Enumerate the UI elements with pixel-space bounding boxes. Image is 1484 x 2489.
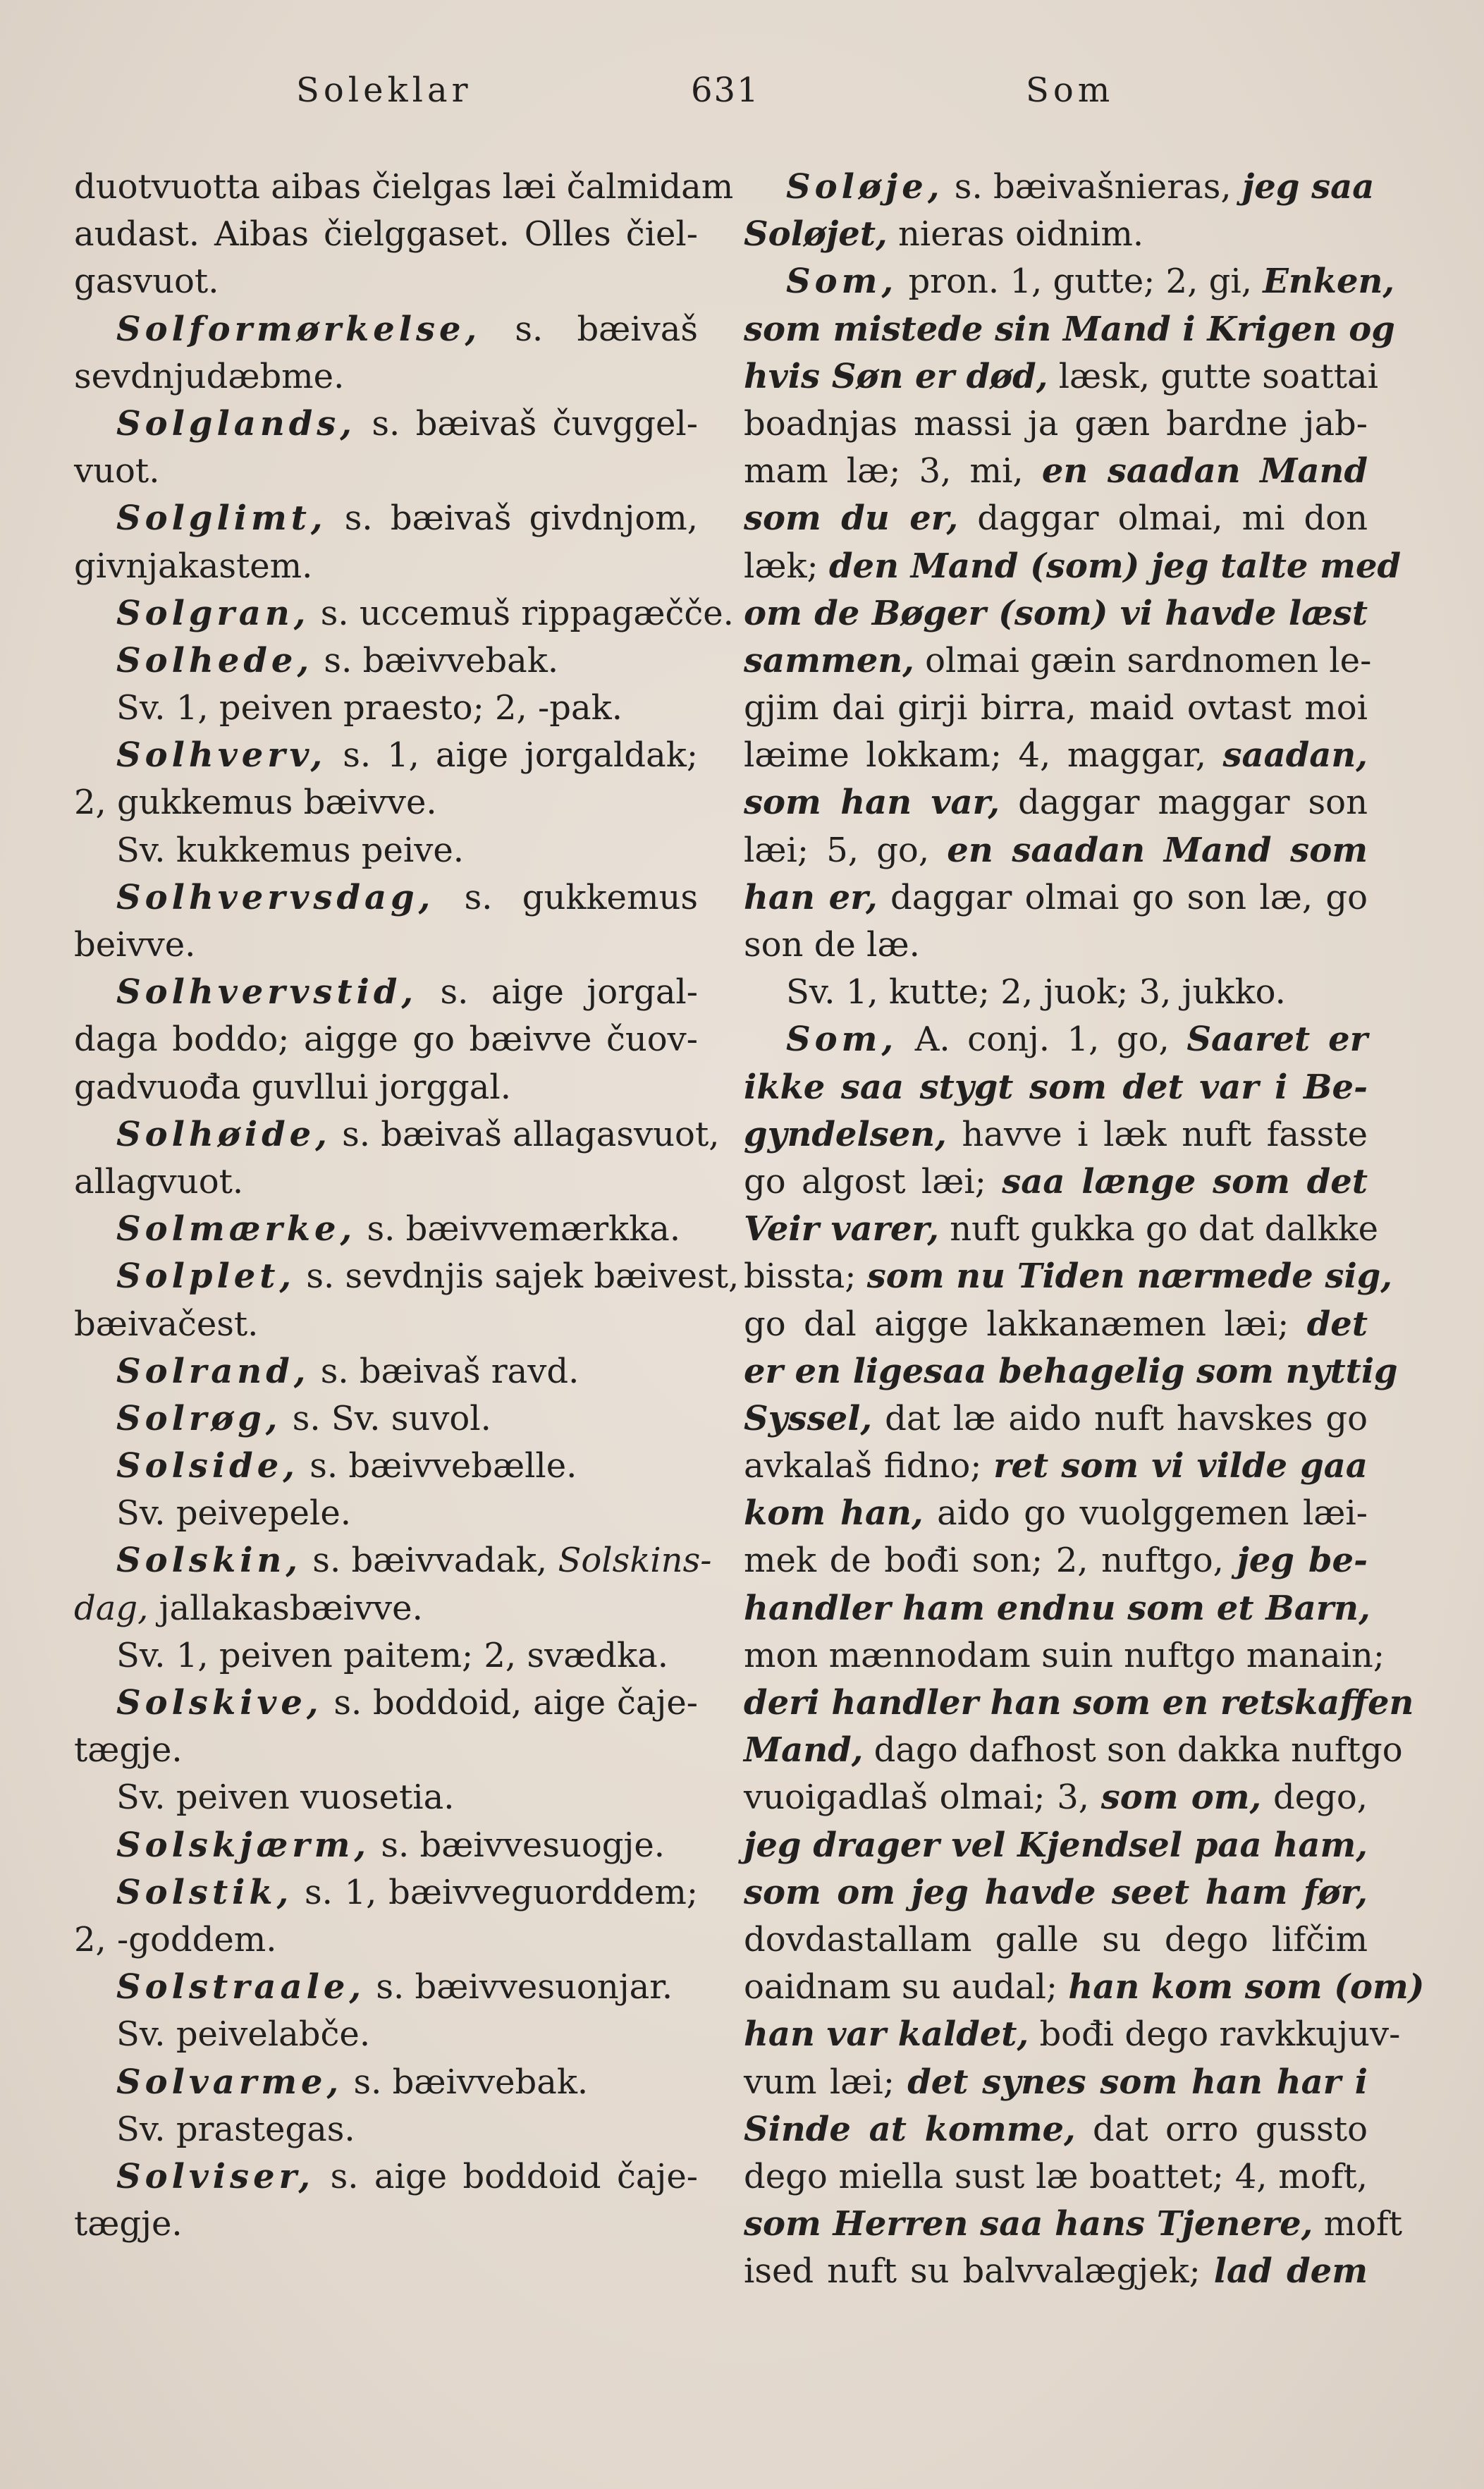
italic-example: han kom som (om): [1068, 1967, 1425, 2007]
entry-headword: Solhvervstid,: [116, 972, 418, 1013]
italic-example: handler ham endnu som et Barn,: [744, 1588, 1370, 1628]
text-line: [744, 353, 1378, 400]
line-segment: s. uccemuš rippagæčče.: [309, 593, 734, 633]
text-line: [744, 495, 1368, 542]
italic-example: kom han,: [744, 1493, 924, 1534]
text-line: [744, 1395, 1368, 1443]
italic-example: som du er,: [744, 499, 959, 539]
text-line: [74, 495, 698, 542]
line-segment: s. gukkemus: [434, 877, 698, 917]
text-line: [744, 1774, 1368, 1821]
text-line: [744, 2011, 1401, 2058]
italic-example: Mand,: [744, 1730, 864, 1771]
italic-example: Soløjet,: [744, 214, 888, 255]
line-segment: s. sevdnjis sajek bæivest,: [295, 1256, 740, 1297]
text-line: [744, 1111, 1368, 1158]
line-segment: læk;: [744, 546, 829, 586]
line-segment: A. conj. 1, go,: [897, 1020, 1187, 1060]
text-line: gjim dai girji birra, maid ovtast moi: [744, 688, 1368, 728]
entry-headword: Soløje,: [786, 167, 944, 207]
text-line: [744, 2248, 1368, 2295]
italic-example: saadan,: [1222, 735, 1368, 776]
line-segment: s. bæivvebælle.: [298, 1446, 577, 1486]
text-line: tægje.: [74, 2204, 183, 2244]
italic-example: som Herren saa hans Tjenere,: [744, 2204, 1313, 2244]
text-line: [74, 1206, 698, 1253]
line-segment: s. boddoid, aige čaje-: [322, 1683, 698, 1723]
entry-headword: Solrøg,: [116, 1398, 282, 1438]
text-line: [744, 1490, 1368, 1537]
line-segment: s. bæivaš čuvggel-: [356, 403, 698, 444]
text-line: [74, 1111, 720, 1158]
text-line: [74, 1869, 698, 1916]
text-line: [744, 1253, 1392, 1300]
text-line: duotvuotta aibas čielgas læi čalmidam: [74, 167, 734, 207]
line-segment: læi; 5, go,: [744, 830, 948, 870]
entry-headword: Solgran,: [116, 593, 310, 633]
text-line: [74, 1253, 740, 1300]
entry-headword: Solviser,: [116, 2156, 315, 2196]
entry-headword: Solplet,: [116, 1256, 296, 1297]
line-segment: s. aige jorgal-: [417, 972, 698, 1013]
italic-example: Veir varer,: [744, 1209, 939, 1249]
line-segment: s. 1, aige jorgaldak;: [326, 735, 698, 776]
italic-example: som om jeg havde seet ham før,: [744, 1872, 1368, 1912]
text-line: [744, 1680, 1414, 1727]
text-line: dego miella sust læ boattet; 4, moft,: [744, 2156, 1368, 2196]
italic-example: han var kaldet,: [744, 2014, 1029, 2055]
entry-headword: Solskjærm,: [116, 1825, 371, 1865]
text-line: Sv. peiven vuosetia.: [116, 1778, 455, 1818]
text-line: 2, -goddem.: [74, 1919, 277, 1959]
line-segment: ised nuft su balvvalægjek;: [744, 2251, 1214, 2292]
line-segment: s. bæivaš ravd.: [309, 1351, 580, 1391]
text-line: allagvuot.: [74, 1161, 244, 1201]
text-line: gadvuođa guvllui jorggal.: [74, 1067, 511, 1107]
italic-example: som nu Tiden nærmede sig,: [866, 1256, 1392, 1297]
italic-example: hvis Søn er død,: [744, 356, 1048, 396]
line-segment: s. Sv. suvol.: [281, 1398, 491, 1438]
italic-example: som mistede sin Mand i Krigen og: [744, 309, 1395, 349]
italic-example: som om,: [1100, 1778, 1262, 1818]
text-line: [744, 1443, 1368, 1490]
line-segment: s. bæivaš allagasvuot,: [331, 1114, 720, 1154]
line-segment: dat orro gussto: [1075, 2109, 1368, 2149]
text-line: gasvuot.: [74, 262, 219, 302]
page-number: 631: [691, 71, 760, 110]
line-segment: daggar maggar son: [1000, 783, 1368, 823]
text-line: Sv. kukkemus peive.: [116, 830, 464, 870]
line-segment: s. bæivašnieras,: [943, 167, 1242, 207]
text-line: [74, 874, 698, 922]
italic-example: en saadan Mand som: [947, 830, 1368, 870]
entry-headword: Som,: [786, 1020, 898, 1060]
line-segment: moft: [1313, 2204, 1403, 2244]
text-line: [744, 1964, 1425, 2011]
italic-example: sammen,: [744, 640, 914, 680]
text-line: [744, 1822, 1368, 1869]
line-segment: dego,: [1261, 1778, 1368, 1818]
entry-headword: Solside,: [116, 1446, 299, 1486]
text-line: [74, 2153, 698, 2201]
line-segment: s. 1, bæivveguorddem;: [293, 1872, 698, 1912]
italic-example: om de Bøger (som) vi havde læst: [744, 593, 1368, 633]
text-line: sevdnjudæbme.: [74, 356, 345, 396]
entry-headword: Solvarme,: [116, 2062, 343, 2102]
line-segment: s. bæivvesuogje.: [370, 1825, 666, 1865]
italic-example: som han var,: [744, 783, 1000, 823]
text-line: [744, 1348, 1398, 1395]
line-segment: mek de bođi son; 2, nuftgo,: [744, 1541, 1237, 1581]
entry-headword: Solmærke,: [116, 1209, 357, 1249]
line-segment: s. bæivvebak.: [313, 640, 559, 680]
text-line: [74, 1443, 698, 1490]
text-line: [744, 1585, 1368, 1632]
line-segment: go dal aigge lakkanæmen læi;: [744, 1304, 1307, 1344]
italic-example: Syssel,: [744, 1398, 873, 1438]
text-line: [74, 1822, 698, 1869]
italic-example: ret som vi vilde gaa: [993, 1446, 1368, 1486]
text-line: [744, 732, 1368, 779]
italic-example: dag,: [74, 1588, 149, 1628]
line-segment: oaidnam su audal;: [744, 1967, 1069, 2007]
italic-example: ikke saa stygt som det var i Be-: [744, 1067, 1368, 1107]
line-segment: jallakasbæivve.: [148, 1588, 423, 1628]
line-segment: bođi dego ravkkujuv-: [1029, 2014, 1401, 2055]
italic-example: jeg drager vel Kjendsel paa ham,: [744, 1825, 1368, 1865]
line-segment: vum læi;: [744, 2062, 908, 2102]
text-line: [744, 637, 1372, 685]
text-line: [744, 164, 1375, 211]
text-line: Sv. 1, kutte; 2, juok; 3, jukko.: [786, 972, 1286, 1013]
text-line: [744, 1016, 1368, 1063]
line-segment: olmai gæin sardnomen le-: [914, 640, 1372, 680]
entry-headword: Solrand,: [116, 1351, 310, 1391]
text-line: [744, 543, 1402, 590]
text-line: vuot.: [74, 451, 160, 491]
entry-headword: Solglimt,: [116, 499, 327, 539]
text-line: [74, 590, 734, 637]
entry-headword: Solglands,: [116, 403, 357, 444]
line-segment: læsk, gutte soattai: [1048, 356, 1378, 396]
text-line: [744, 2201, 1403, 2248]
italic-example: en saadan Mand: [1041, 451, 1368, 491]
text-line: [74, 969, 698, 1016]
italic-example: det: [1306, 1304, 1368, 1344]
text-line: [74, 400, 698, 448]
line-segment: s. bæivaš givdnjom,: [326, 499, 698, 539]
left-column: [74, 164, 740, 2248]
line-segment: s. aige boddoid čaje-: [314, 2156, 698, 2196]
line-segment: s. bæivaš: [481, 309, 698, 349]
line-segment: s. bæivvadak,: [302, 1541, 558, 1581]
entry-headword: Solskive,: [116, 1683, 323, 1723]
line-segment: s. bæivvesuonjar.: [365, 1967, 673, 2007]
line-segment: dat læ aido nuft havskes go: [872, 1398, 1368, 1438]
line-segment: dago dafhost son dakka nuftgo: [863, 1730, 1403, 1771]
text-line: [74, 1348, 698, 1395]
line-segment: læime lokkam; 4, maggar,: [744, 735, 1223, 776]
text-line: [744, 1537, 1368, 1584]
text-line: [744, 211, 1368, 258]
entry-headword: Solhverv,: [116, 735, 327, 776]
text-line: Sv. prastegas.: [116, 2109, 355, 2149]
line-segment: havve i læk nuft fasste: [946, 1114, 1368, 1154]
text-line: [744, 590, 1368, 637]
text-line: boadnjas massi ja gæn bardne jab-: [744, 403, 1368, 444]
line-segment: bissta;: [744, 1256, 867, 1297]
line-segment: nieras oidnim.: [887, 214, 1144, 255]
text-line: [74, 306, 698, 353]
text-line: Sv. peivepele.: [116, 1493, 351, 1534]
entry-headword: Solhede,: [116, 640, 314, 680]
text-line: [744, 306, 1395, 353]
entry-headword: Solstraale,: [116, 1967, 366, 2007]
italic-example: det synes som han har i: [907, 2062, 1368, 2102]
text-line: [744, 827, 1368, 874]
text-line: [74, 732, 698, 779]
italic-example: Solskins-: [558, 1541, 712, 1581]
entry-headword: Solformørkelse,: [116, 309, 482, 349]
text-line: [744, 1727, 1403, 1774]
italic-example: den Mand (som) jeg talte med: [828, 546, 1402, 586]
italic-example: Sinde at komme,: [744, 2109, 1076, 2149]
line-segment: s. bæivvebak.: [343, 2062, 589, 2102]
text-line: [744, 874, 1368, 922]
italic-example: er en ligesaa behagelig som nyttig: [744, 1351, 1398, 1391]
text-line: tægje.: [74, 1730, 183, 1771]
text-line: [74, 1964, 698, 2011]
entry-headword: Solskin,: [116, 1541, 302, 1581]
text-line: audast. Aibas čielggaset. Olles čiel-: [74, 214, 698, 255]
running-header: [0, 71, 1484, 127]
text-line: [744, 2059, 1368, 2106]
text-line: [744, 2106, 1368, 2153]
text-line: bæivačest.: [74, 1304, 259, 1344]
italic-example: Saaret er: [1186, 1020, 1368, 1060]
text-line: Sv. 1, peiven paitem; 2, svædka.: [116, 1635, 668, 1675]
text-line: Sv. peivelabče.: [116, 2014, 371, 2055]
line-segment: nuft gukka go dat dalkke: [938, 1209, 1379, 1249]
line-segment: aido go vuolggemen læi-: [923, 1493, 1368, 1534]
text-line: daga boddo; aigge go bæivve čuov-: [74, 1020, 698, 1060]
text-line: mon mænnodam suin nuftgo manain;: [744, 1635, 1385, 1675]
line-segment: vuoigadlaš olmai; 3,: [744, 1778, 1101, 1818]
line-segment: avkalaš fidno;: [744, 1446, 994, 1486]
line-segment: daggar olmai go son læ, go: [877, 877, 1368, 917]
italic-example: lad dem: [1213, 2251, 1368, 2292]
text-line: [74, 1680, 698, 1727]
text-line: 2, gukkemus bæivve.: [74, 783, 437, 823]
line-segment: mam læ; 3, mi,: [744, 451, 1042, 491]
header-left-guide-word: Soleklar: [296, 71, 472, 110]
line-segment: s. bæivvemærkka.: [356, 1209, 681, 1249]
entry-headword: Solhvervsdag,: [116, 877, 435, 917]
text-line: [74, 1537, 712, 1584]
text-line: Sv. 1, peiven praesto; 2, -pak.: [116, 688, 623, 728]
text-line: beivve.: [74, 925, 196, 965]
text-line: [74, 2059, 698, 2106]
text-line: dovdastallam galle su dego lifčim: [744, 1919, 1368, 1959]
right-column: [744, 164, 1425, 2295]
text-line: [74, 1395, 698, 1443]
text-line: givnjakastem.: [74, 546, 313, 586]
italic-example: gyndelsen,: [744, 1114, 947, 1154]
text-line: [744, 258, 1395, 305]
italic-example: saa længe som det: [1002, 1161, 1368, 1201]
text-line: [744, 1158, 1368, 1206]
text-line: [744, 1301, 1368, 1348]
entry-headword: Som,: [786, 262, 898, 302]
entry-headword: Solhøide,: [116, 1114, 331, 1154]
header-right-guide-word: Som: [1026, 71, 1115, 110]
italic-example: jeg saa: [1241, 167, 1375, 207]
italic-example: han er,: [744, 877, 878, 917]
text-line: [74, 637, 698, 685]
italic-example: jeg be-: [1237, 1541, 1368, 1581]
text-line: [74, 1585, 698, 1632]
text-line: [744, 1064, 1368, 1111]
italic-example: Enken,: [1263, 262, 1395, 302]
text-line: [744, 1206, 1379, 1253]
italic-example: deri handler han som en retskaffen: [744, 1683, 1414, 1723]
line-segment: go algost læi;: [744, 1161, 1002, 1201]
text-line: [744, 448, 1368, 495]
text-line: son de læ.: [744, 925, 920, 965]
line-segment: pron. 1, gutte; 2, gi,: [897, 262, 1263, 302]
line-segment: daggar olmai, mi don: [958, 499, 1368, 539]
text-line: [744, 779, 1368, 826]
entry-headword: Solstik,: [116, 1872, 293, 1912]
text-line: [744, 1869, 1368, 1916]
